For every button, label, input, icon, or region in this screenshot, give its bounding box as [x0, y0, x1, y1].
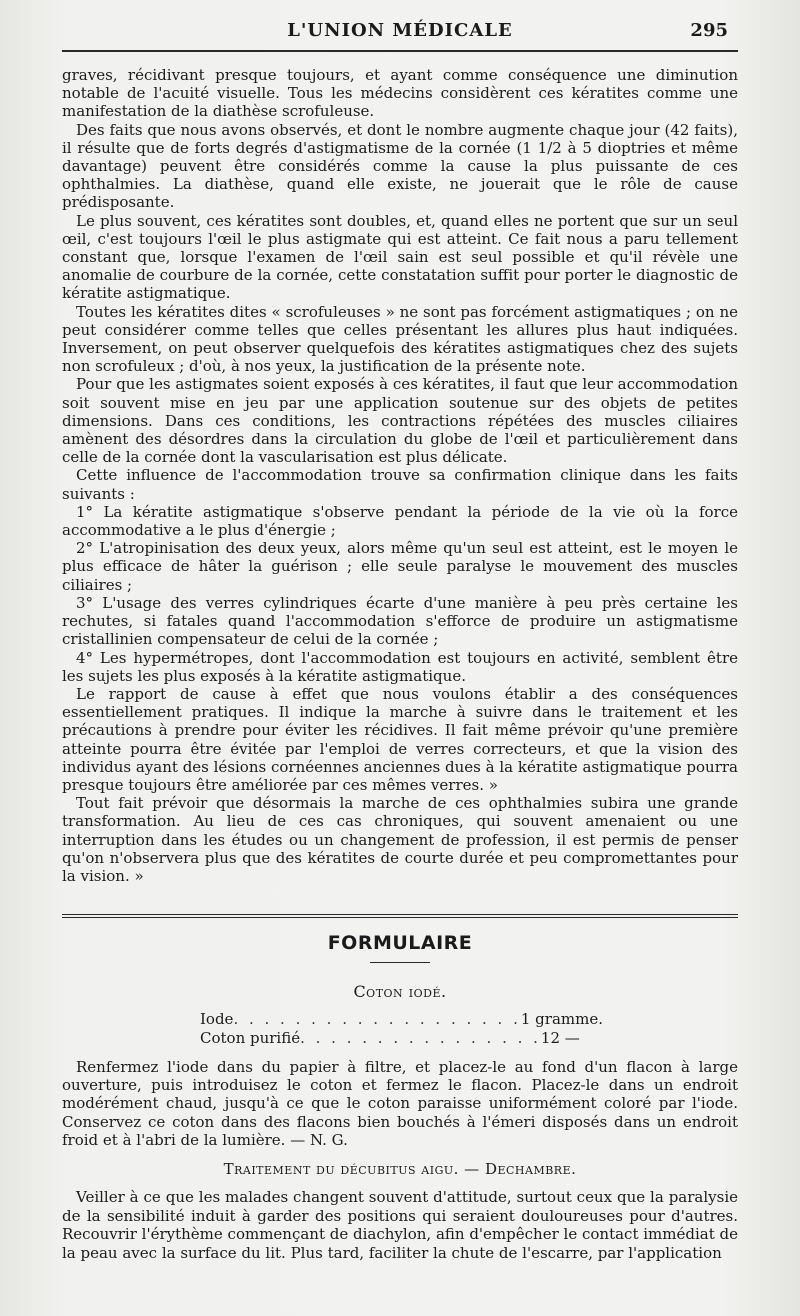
section-title: FORMULAIRE: [327, 932, 473, 954]
section-rule-top: [62, 914, 738, 915]
ingredient-quantity: 1 gramme.: [520, 1010, 603, 1028]
recipe-instructions: [62, 1188, 738, 1262]
list-item: 1° La kératite astigmatique s'observe pendant la période de la vie où la force accommodative a le plus d'énergie ;: [62, 502, 738, 540]
recipe-instructions: [62, 1058, 738, 1149]
recipe-title: Traitement du décubitus aigu. — Dechambre.: [223, 1160, 577, 1178]
ingredient-list: [200, 1010, 620, 1048]
ingredient-row: [200, 1010, 620, 1029]
recipe-title: Coton iodé.: [353, 982, 447, 1001]
article-body: [62, 66, 738, 885]
leader-dots: . . . . . . . . . . . . . . . .: [300, 1029, 541, 1047]
page-header: [62, 18, 738, 48]
paragraph: Veiller à ce que les malades changent souvent d'attitude, surtout ceux que la paralysie de la sensibilité induit à garder des positions qui seraient douloureuses pour d'autres. Recouvrir l'érythème commençant de diachylon, afin d'empêcher le contact immédiat de la peau avec la surface du lit. Plus tard, faciliter la chute de l'escarre, par l'application: [62, 1188, 738, 1262]
section-rule-bottom: [62, 917, 738, 918]
paragraph: Tout fait prévoir que désormais la marche de ces ophthalmies subira une grande transformation. Au lieu de ces cas chroniques, qui souvent amenaient ou une interruption dans les études ou un changement de profession, il est permis de penser qu'on n'observera plus que des kératites de courte durée et peu compromettantes pour la vision. »: [62, 794, 738, 885]
ingredient-name: Iode: [200, 1010, 234, 1028]
list-item: 3° L'usage des verres cylindriques écarte d'une manière à peu près certaine les rechutes, si fatales quand l'accommodation s'efforce de produire un astigmatisme cristallinien compensateur de celui de la cornée ;: [62, 593, 738, 649]
paragraph: Des faits que nous avons observés, et dont le nombre augmente chaque jour (42 faits), il résulte que de forts degrés d'astigmatisme de la cornée (1 1/2 à 5 dioptries et même davantage) peuvent être considérés comme la cause la plus puissante de ces ophthalmies. La diathèse, quand elle existe, ne jouerait que le rôle de cause prédisposante.: [62, 120, 738, 212]
list-item: 2° L'atropinisation des deux yeux, alors même qu'un seul est atteint, est le moyen le plus efficace de hâter la guérison ; elle seule paralyse le mouvement des muscles ciliaires ;: [62, 539, 738, 594]
list-item: 4° Les hypermétropes, dont l'accommodation est toujours en activité, semblent être les sujets les plus exposés à la kératite astigmatique.: [62, 648, 738, 685]
paragraph: Toutes les kératites dites « scrofuleuses » ne sont pas forcément astigmatiques ; on ne peut considérer comme telles que celles présentant les allures plus haut indiquées. Inversement, on peut observer quelquefois des kératites astigmatiques chez des sujets non scrofuleux ; d'où, à nos yeux, la justification de la présente note.: [62, 302, 738, 376]
ingredient-quantity: 12 —: [540, 1029, 580, 1047]
paragraph: Pour que les astigmates soient exposés à ces kératites, il faut que leur accommodation soit souvent mise en jeu par une application soutenue sur des objets de petites dimensions. Dans ces conditions, les contractions répétées des muscles ciliaires amènent des désordres dans la circulation du globe de l'œil et particulièrement dans celle de la cornée dont la vascularisation est plus délicate.: [62, 375, 738, 467]
header-rule: [62, 50, 738, 52]
paragraph: graves, récidivant presque toujours, et ayant comme conséquence une diminution notable de l'acuité visuelle. Tous les médecins considèrent ces kératites comme une manifestation de la diathèse scrofuleuse.: [62, 66, 738, 121]
paragraph: Le rapport de cause à effet que nous voulons établir a des conséquences essentiellement pratiques. Il indique la marche à suivre dans le traitement et les précautions à prendre pour éviter les récidives. Il fait même prévoir qu'une première atteinte pourra être évitée par l'emploi de verres correcteurs, et que la vision des individus ayant des lésions cornéennes anciennes dues à la kératite astigmatique pourra presque toujours être améliorée par ces mêmes verres. »: [62, 684, 738, 794]
ingredient-name: Coton purifié: [200, 1029, 301, 1047]
page-number: 295: [690, 20, 728, 41]
paragraph: Renfermez l'iode dans du papier à filtre, et placez-le au fond d'un flacon à large ouverture, puis introduisez le coton et fermez le flacon. Placez-le dans un endroit modérément chaud, jusqu'à ce que le coton paraisse uniformément coloré par l'iode. Conservez ce coton dans des flacons bien bouchés à l'émeri disposés dans un endroit froid et à l'abri de la lumière. — N. G.: [62, 1058, 738, 1149]
section-underline: [370, 962, 430, 963]
running-title: L'UNION MÉDICALE: [287, 20, 513, 41]
paragraph: Le plus souvent, ces kératites sont doubles, et, quand elles ne portent que sur un seul œil, c'est toujours l'œil le plus astigmate qui est atteint. Ce fait nous a paru tellement constant que, lorsque l'examen de l'œil sain est seul possible et qu'il révèle une anomalie de courbure de la cornée, cette constatation suffit pour porter le diagnostic de kératite astigmatique.: [62, 211, 738, 303]
leader-dots: . . . . . . . . . . . . . . . . . . .: [233, 1010, 521, 1028]
paragraph: Cette influence de l'accommodation trouve sa confirmation clinique dans les faits suivants :: [62, 466, 738, 503]
ingredient-row: [200, 1029, 620, 1048]
